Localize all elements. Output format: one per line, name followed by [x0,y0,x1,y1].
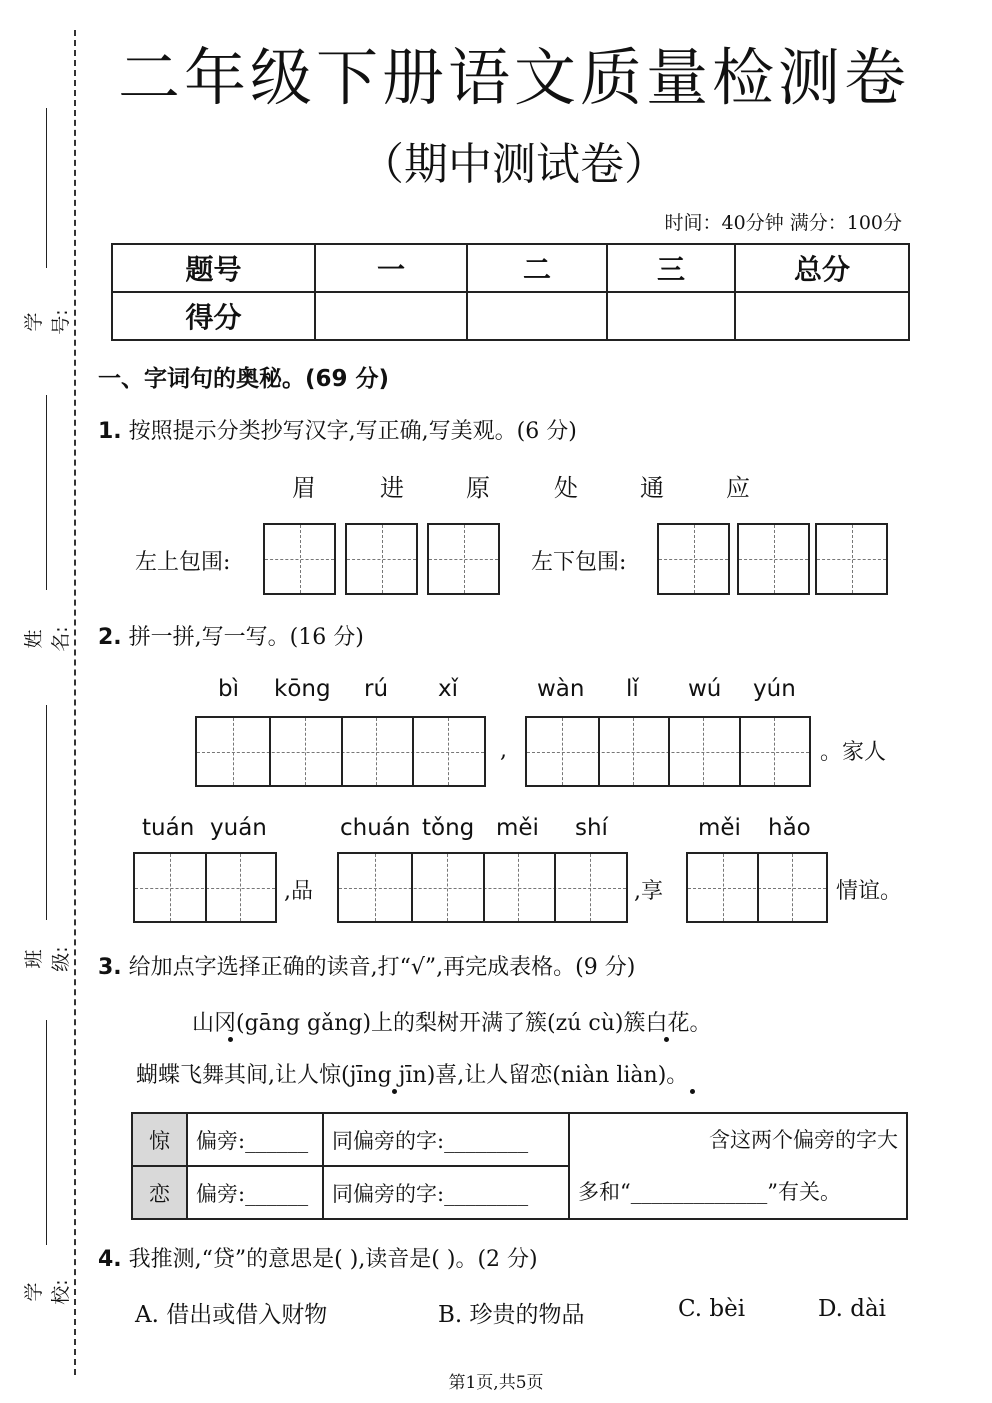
option-b[interactable]: B. 珍贵的物品 [438,1302,585,1328]
name-label: 姓名: [23,626,72,652]
question-number: 2. [98,625,122,650]
score-header-label: 题号 [112,244,315,292]
pinyin: měi [698,815,741,841]
page-footer: 第1页,共5页 [448,1373,544,1393]
page-subtitle: （期中测试卷） [360,139,668,190]
score-header-total: 总分 [735,244,909,292]
score-cell-2[interactable] [467,292,607,340]
q3-note-end: ”有关。 [767,1180,841,1204]
question-1 [98,414,577,445]
score-table [111,243,910,341]
q3-line2: 蝴蝶飞舞其间,让人惊(jīng jīn)喜,让人留恋(niàn liàn)。 [136,1063,689,1088]
q1-left-label: 左上包围: [135,550,231,575]
pinyin: yún [753,676,796,702]
q1-char: 原 [466,474,490,502]
q3-note-cell[interactable] [569,1113,907,1219]
q3-note-start: 多和“ [578,1180,631,1204]
question-number: 1. [98,419,122,444]
pinyin: bì [218,676,239,702]
radical-label: 偏旁: [196,1181,246,1206]
name-fill-line[interactable] [46,395,47,590]
q1-char: 眉 [292,474,316,502]
time-info: 时间：40分钟 满分：100分 [664,212,902,234]
writing-box[interactable] [657,523,730,595]
question-number: 3. [98,955,122,980]
q3-same-cell[interactable]: 同偏旁的字:________ [323,1166,569,1219]
writing-box[interactable] [815,523,888,595]
q1-char: 通 [640,474,664,502]
writing-grid-4[interactable] [337,852,628,923]
option-a[interactable]: A. 借出或借入财物 [135,1302,328,1328]
writing-grid-4[interactable] [525,716,811,787]
question-text: 按照提示分类抄写汉字,写正确,写美观。(6 分) [128,419,577,444]
q1-char: 应 [726,474,750,502]
score-row-label: 得分 [112,292,315,340]
writing-grid-4[interactable] [195,716,486,787]
q3-radical-cell[interactable]: 偏旁:______ [187,1166,323,1219]
question-text: 拼一拼,写一写。(16 分) [128,625,364,650]
q3-line1: 山冈(gāng gǎng)上的梨树开满了簇(zú cù)簇白花。 [192,1011,712,1036]
q3-radical-cell[interactable]: 偏旁:______ [187,1113,323,1166]
q3-table [131,1112,908,1220]
pinyin: shí [575,815,608,841]
radical-label: 偏旁: [196,1128,246,1153]
pinyin: lǐ [626,676,639,702]
question-4 [98,1242,538,1273]
score-cell-1[interactable] [315,292,467,340]
q3-char-cell: 恋 [132,1166,187,1219]
emphasis-dot [228,1037,233,1042]
school-label: 学校: [23,1279,72,1305]
question-3 [98,950,635,981]
pinyin: rú [364,676,389,702]
emphasis-dot [392,1089,397,1094]
writing-box[interactable] [345,523,418,595]
pinyin: wú [688,676,722,702]
section-title: 一、字词句的奥秘。(69 分) [98,366,390,392]
class-label: 班级: [23,946,72,972]
emphasis-dot [664,1037,669,1042]
writing-box[interactable] [427,523,500,595]
pinyin: hǎo [768,815,811,841]
q2-comma: , [500,738,507,763]
pinyin: měi [496,815,539,841]
pinyin: wàn [537,676,585,702]
writing-grid-2[interactable] [133,852,277,923]
q2-end1: 。家人 [820,740,887,765]
score-cell-3[interactable] [607,292,735,340]
class-fill-line[interactable] [46,705,47,920]
writing-box[interactable] [263,523,336,595]
question-number: 4. [98,1247,122,1272]
question-text: 给加点字选择正确的读音,打“√”,再完成表格。(9 分) [128,955,636,980]
q1-char: 进 [380,474,404,502]
school-fill-line[interactable] [46,1020,47,1245]
same-radical-label: 同偏旁的字: [332,1128,445,1153]
q1-char: 处 [554,474,578,502]
q2-mid1: ,品 [284,879,313,904]
binding-dashed-line [74,30,76,1375]
pinyin: tuán [142,815,195,841]
q2-mid2: ,享 [634,879,663,904]
writing-grid-2[interactable] [686,852,828,923]
pinyin: tǒng [422,815,475,841]
emphasis-dot [690,1089,695,1094]
pinyin: kōng [274,676,331,702]
option-c[interactable]: C. bèi [678,1296,746,1322]
score-header-2: 二 [467,244,607,292]
score-header-3: 三 [607,244,735,292]
page-title: 二年级下册语文质量检测卷 [117,41,910,114]
option-d[interactable]: D. dài [818,1296,887,1322]
number-label: 学号: [23,309,72,335]
q3-same-cell[interactable]: 同偏旁的字:________ [323,1113,569,1166]
writing-box[interactable] [737,523,810,595]
q2-end2: 情谊。 [836,879,903,904]
pinyin: chuán [340,815,411,841]
q3-note-line1: 含这两个偏旁的字大 [709,1128,898,1152]
question-text: 我推测,“贷”的意思是( ),读音是( )。(2 分) [128,1247,538,1272]
pinyin: yuán [210,815,267,841]
q3-note-line2: 多和“_____________”有关。 [578,1180,841,1204]
score-header-1: 一 [315,244,467,292]
q1-right-label: 左下包围: [531,550,627,575]
question-2 [98,620,364,651]
score-cell-total[interactable] [735,292,909,340]
same-radical-label: 同偏旁的字: [332,1181,445,1206]
q3-char-cell: 惊 [132,1113,187,1166]
pinyin: xǐ [438,676,459,702]
